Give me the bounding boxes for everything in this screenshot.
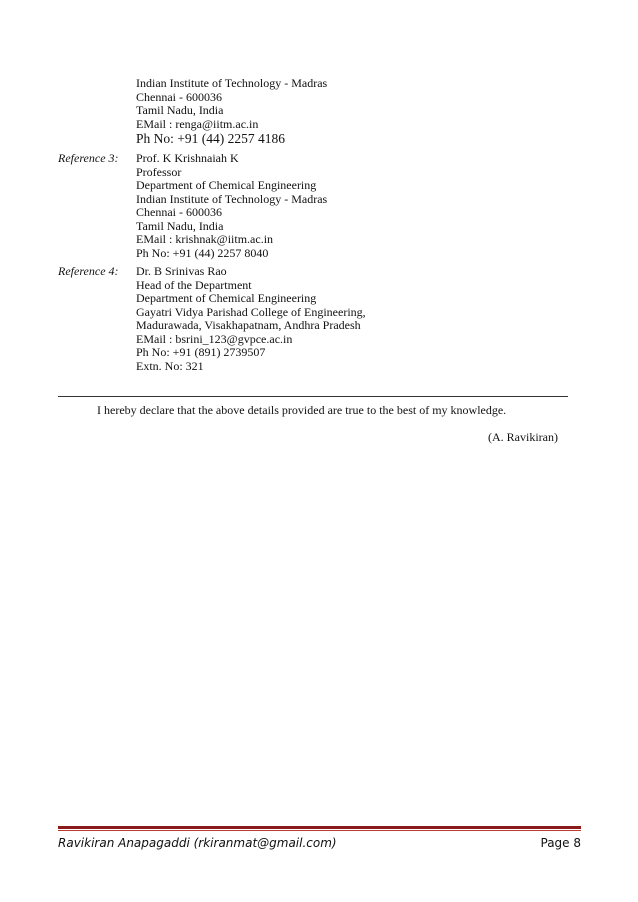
- section-divider: [58, 396, 568, 397]
- signature: (A. Ravikiran): [488, 430, 558, 444]
- reference-4-contact: [136, 265, 366, 373]
- ref2-line: Indian Institute of Technology - Madras: [136, 76, 328, 90]
- ref4-phone: Ph No: +91 (891) 2739507: [136, 345, 266, 359]
- ref2-line: Chennai - 600036: [136, 89, 222, 104]
- footer-divider: [58, 826, 581, 829]
- ref3-email: EMail : krishnak@iitm.ac.in: [136, 232, 274, 246]
- ref3-line: Chennai - 600036: [136, 205, 222, 219]
- reference-4-label: Reference 4:: [58, 264, 119, 278]
- ref2-email: EMail : renga@iitm.ac.in: [136, 116, 259, 131]
- ref3-line: Professor: [136, 164, 182, 179]
- reference-2-contact: [136, 77, 327, 146]
- ref2-phone: Ph No: +91 (44) 2257 4186: [136, 131, 285, 146]
- ref4-line: Head of the Department: [136, 277, 252, 292]
- ref4-line: Department of Chemical Engineering: [136, 291, 317, 305]
- ref4-email: EMail : bsrini_123@gvpce.ac.in: [136, 331, 293, 346]
- ref3-line: Department of Chemical Engineering: [136, 178, 317, 192]
- ref4-line: Gayatri Vidya Parishad College of Engineering,: [136, 304, 366, 319]
- ref3-name: Prof. K Krishnaiah K: [136, 151, 239, 165]
- footer-divider-thin: [58, 830, 581, 831]
- ref4-name: Dr. B Srinivas Rao: [136, 264, 227, 278]
- footer-author: Ravikiran Anapagaddi (rkiranmat@gmail.com): [58, 836, 337, 850]
- reference-3-label: Reference 3:: [58, 151, 119, 165]
- page-number: Page 8: [540, 836, 581, 850]
- reference-3-contact: [136, 152, 327, 260]
- declaration-text: I hereby declare that the above details provided are true to the best of my knowledge.: [97, 403, 507, 417]
- ref3-phone: Ph No: +91 (44) 2257 8040: [136, 245, 269, 260]
- ref4-extension: Extn. No: 321: [136, 358, 204, 373]
- ref2-line: Tamil Nadu, India: [136, 103, 224, 117]
- ref3-line: Tamil Nadu, India: [136, 218, 224, 233]
- ref4-line: Madurawada, Visakhapatnam, Andhra Pradesh: [136, 318, 361, 332]
- ref3-line: Indian Institute of Technology - Madras: [136, 191, 328, 206]
